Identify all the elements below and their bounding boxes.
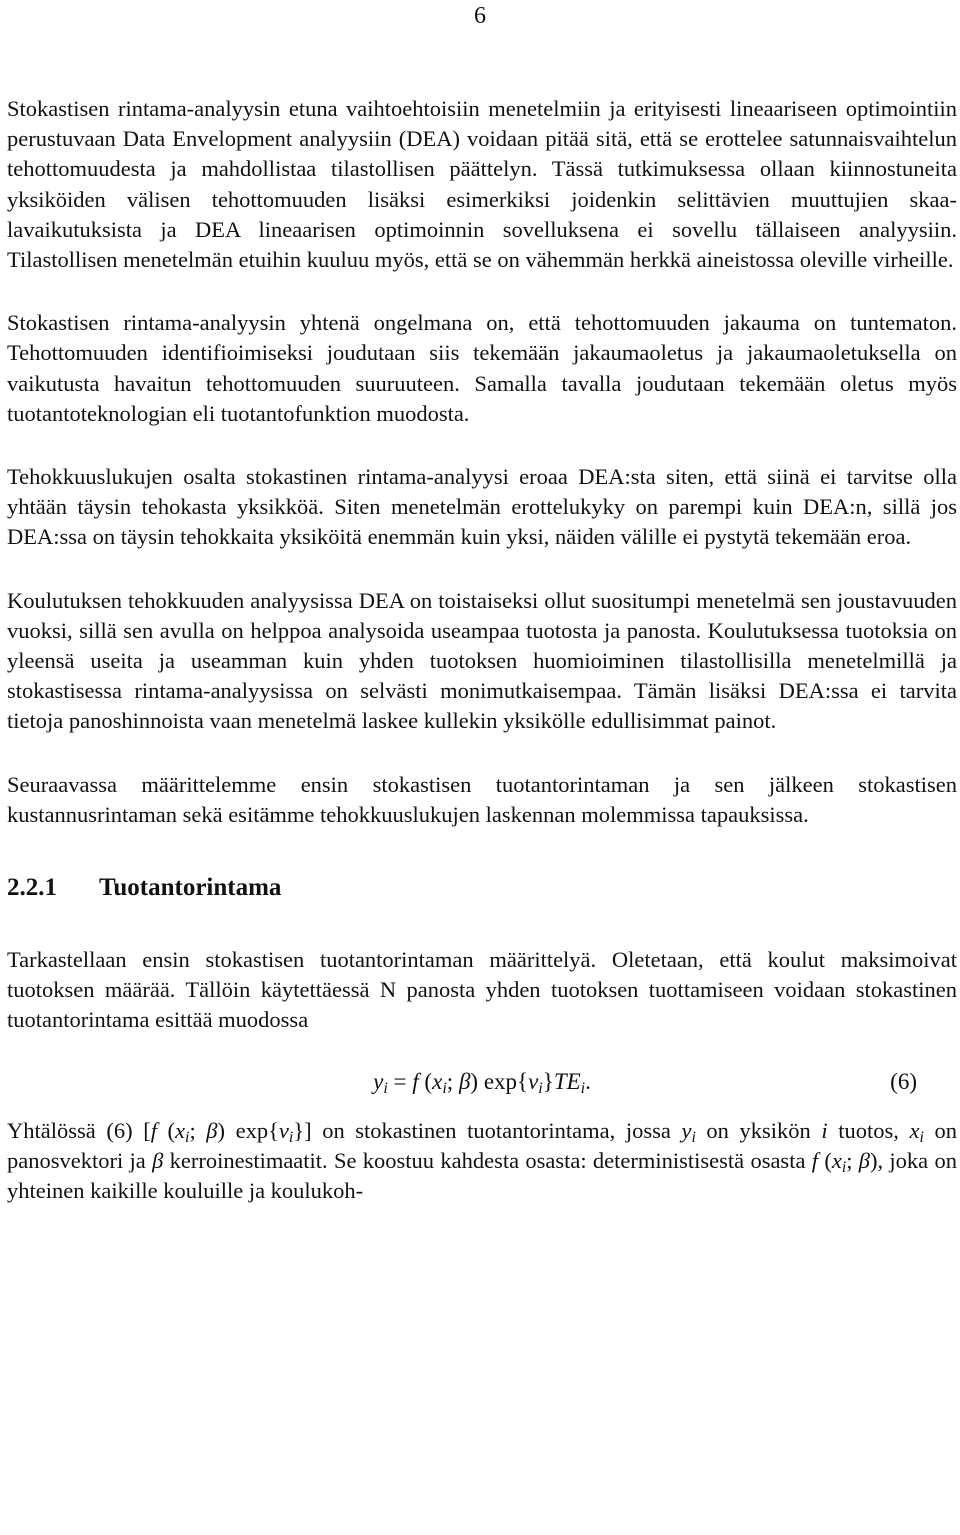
inline-math-xi: $x_i$ [909, 1117, 924, 1146]
page-number: 6 [474, 3, 486, 29]
equation-row [7, 1062, 957, 1102]
document-body [7, 94, 957, 1206]
paragraph-production-frontier-intro: Tarkastellaan ensin stokastisen tuotantorintaman määrittelyä. Oletetaan, että koulut maksimoivat tuotoksen määrää. Tällöin käytettäessä N panosta yhden tuotoksen tuottamiseen voidaan stokastinen tuotantorintama esittää muodossa [7, 947, 957, 1033]
equation-6: $y_i = f$ ($x_i$; β) $\exp\{v_i\}TE_i$. [373, 1068, 591, 1097]
equation-number: (6) [890, 1068, 917, 1094]
inline-math-yi: $y_i$ [681, 1117, 696, 1146]
paragraph-equation-explanation: Yhtälössä (6) [f ($x_i$; β) $\exp\{v_i\}$] on stokastinen tuotantorintama, jossa $y_i$ on yksikön i tuotos, $x_i$ on panosvektori ja β kerroinestimaatit. Se koostuu kahdesta osasta: deterministisestä osasta f ($x_i$; β), joka on yhteinen kaikille kouluille ja koulukoh- [7, 1117, 957, 1204]
inline-math-deterministic: f ($x_i$; β) [811, 1147, 878, 1176]
section-number: 2.2.1 [7, 874, 57, 902]
paragraph-next-steps: Seuraavassa määrittelemme ensin stokastisen tuotantorintaman ja sen jälkeen stokastisen kustannusrintaman sekä esitämme tehokkuuslukujen laskennan molemmissa tapauksissa. [7, 771, 957, 827]
inline-math-i: i [821, 1117, 828, 1143]
paragraph-inefficiency-distribution: Stokastisen rintama-analyysin yhtenä ongelmana on, että tehottomuuden jakauma on tuntematon. Tehottomuuden identifioimiseksi joudutaan siis tekemään jakaumaoletus ja jakaumaoletuksella on vaikutusta havaitun tehottomuuden suuruuteen. Samalla tavalla joudutaan tekemään oletus myös tuotantoteknologian eli tuotantofunktion muodosta. [7, 310, 957, 426]
section-title: Tuotantorintama [99, 874, 282, 902]
inline-math-beta: β [152, 1147, 164, 1173]
paragraph-dea-comparison: Stokastisen rintama-analyysin etuna vaihtoehtoisiin menetelmiin ja erityisesti lineaariseen optimointiin perustuvaan Data Envelopment analyysiin (DEA) voidaan pitää sitä, että se erottelee satunnaisvaihtelun tehottomuudesta ja mahdollistaa tilastollisen päättelyn. Tässä tutkimuksessa ollaan kiinnostuneita yksiköiden välisen tehottomuuden lisäksi esimerkiksi joidenkin selittävien muuttujien skaalavaikutuksista ja DEA lineaarisen optimoinnin sovelluksena ei sovellu tällaiseen analyysiin. Tilastollisen menetelmän etuihin kuuluu myös, että se on vähemmän herkkä aineistossa oleville virheille. [7, 96, 957, 273]
inline-math-frontier: [f ($x_i$; β) $\exp\{v_i\}$] [143, 1117, 312, 1146]
paragraph-efficiency-scores: Tehokkuuslukujen osalta stokastinen rintama-analyysi eroaa DEA:sta siten, että siinä ei tarvitse olla yhtään täysin tehokasta yksikköä. Siten menetelmän erottelukyky on parempi kuin DEA:n, sillä jos DEA:ssa on täysin tehokkaita yksiköitä enemmän kuin yksi, näiden välille ei pystytä tekemään eroa. [7, 464, 957, 550]
section-heading [7, 873, 957, 903]
paragraph-education-analysis: Koulutuksen tehokkuuden analyysissa DEA on toistaiseksi ollut suositumpi menetelmä sen joustavuuden vuoksi, sillä sen avulla on helppoa analysoida useampaa tuotosta ja panosta. Koulutuksessa tuotoksia on yleensä useita ja useamman kuin yhden tuotoksen huomioiminen tilastollisilla menetelmillä ja stokastisessa rintama-analyysissa on selvästi monimutkaisempaa. Tämän lisäksi DEA:ssa ei tarvita tietoja panoshinnoista vaan menetelmä laskee kullekin yksikölle edullisimmat painot. [7, 587, 957, 734]
